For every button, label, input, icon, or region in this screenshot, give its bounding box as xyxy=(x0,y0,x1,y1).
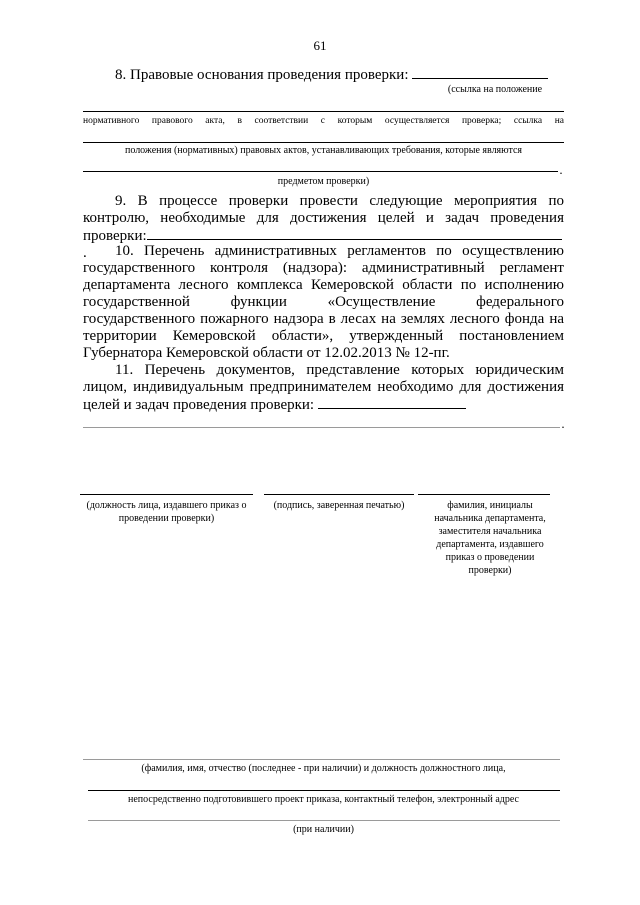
position-signature-block xyxy=(80,494,253,525)
section-8-line-1[interactable] xyxy=(83,111,564,112)
section-8 xyxy=(83,66,564,84)
section-8-caption-4: предметом проверки) xyxy=(277,176,370,187)
section-8-line-3[interactable] xyxy=(83,171,558,172)
signature-block xyxy=(264,494,414,512)
legal-basis-field[interactable] xyxy=(412,66,548,79)
footer-line-1[interactable] xyxy=(83,759,560,760)
measures-field[interactable] xyxy=(147,227,562,240)
footer-line-3[interactable] xyxy=(88,820,560,821)
section-8-period: . xyxy=(559,162,563,177)
footer-caption-1: (фамилия, имя, отчество (последнее - при наличии) и должность должностного лица, xyxy=(141,763,506,774)
section-11 xyxy=(83,362,564,414)
signature-caption: (подпись, заверенная печатью) xyxy=(273,500,405,511)
documents-field[interactable] xyxy=(318,396,466,409)
section-11-period: . xyxy=(561,416,565,431)
name-signature-block xyxy=(418,494,550,577)
section-8-line-2[interactable] xyxy=(83,142,564,143)
name-caption: фамилия, инициалы начальника департамента, заместителя начальника департамента, издавшего приказ о проведении проверки) xyxy=(434,500,546,576)
section-11-text: 11. Перечень документов, представление которых юридическим лицом, индивидуальным предпринимателем необходимо для достижения целей и задач проведения проверки: xyxy=(83,362,564,413)
page-number: 61 xyxy=(313,38,327,53)
footer-caption-2: непосредственно подготовившего проект приказа, контактный телефон, электронный адрес xyxy=(127,794,519,805)
footer-line-2[interactable] xyxy=(88,790,560,791)
section-8-caption-1: (ссылка на положение xyxy=(447,84,543,95)
section-9: 9. В процессе проверки провести следующие мероприятия по контролю, необходимые для достижения целей и задач проведения проверки:. xyxy=(83,193,564,261)
section-11-line[interactable] xyxy=(83,427,560,428)
section-9-text: 9. В процессе проверки провести следующие мероприятия по контролю, необходимые для достижения целей и задач проведения проверки: xyxy=(83,193,564,244)
section-8-caption-3: положения (нормативных) правовых актов, устанавливающих требования, которые являются xyxy=(124,145,523,156)
section-10: 10. Перечень административных регламентов по осуществлению государственного контроля (надзора): административный регламент департамента лесного комплекса Кемеровской области по исполнению государственной функции «Осуществление федерального государственного пожарного надзора в лесах на землях лесного фонда на территории Кемеровской области», утвержденный постановлением Губернатора Кемеровской области от 12.02.2013 № 12-пг. xyxy=(83,243,564,361)
section-8-label: 8. Правовые основания проведения проверки: xyxy=(115,67,409,83)
position-caption: (должность лица, издавшего приказ о проведении проверки) xyxy=(86,500,247,524)
section-8-caption-2: нормативного правового акта, в соответствии с которым осуществляется проверка; ссылка на xyxy=(83,116,564,126)
footer-caption-3: (при наличии) xyxy=(293,824,354,835)
